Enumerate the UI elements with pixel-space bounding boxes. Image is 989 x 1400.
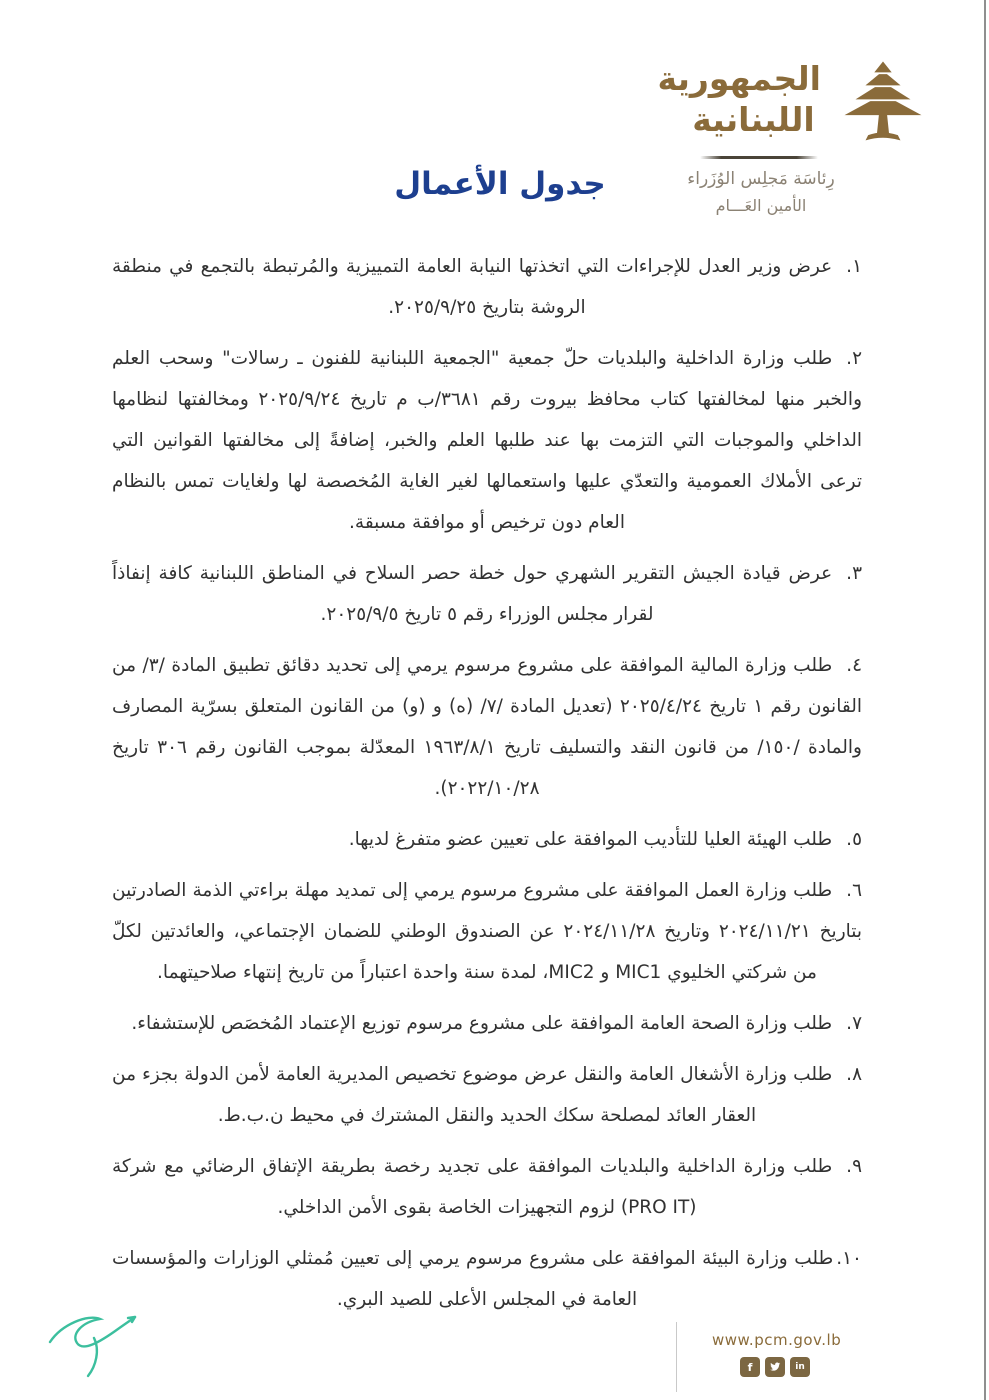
footer-divider [676,1322,677,1392]
item-number: ١٠. [836,1248,862,1269]
twitter-bird-glyph [769,1361,781,1373]
org-name: رِئاسَة مَجلِس الوُزَراء [687,169,835,189]
twitter-icon[interactable] [765,1357,785,1377]
item-text: طلب وزارة البيئة الموافقة على مشروع مرسوم يرمي إلى تعيين مُمثلي الوزارات والمؤسسات العامة في المجلس الأعلى للصيد البري. [112,1248,834,1310]
item-number: ٣. [846,563,862,584]
republic-line1: الجمهورية [657,59,821,98]
item-text: طلب وزارة الداخلية والبلديات الموافقة على تجديد رخصة بطريقة الإتفاق الرضائي مع شركة (PRO IT) لزوم التجهيزات الخاصة بقوى الأمن الداخلي. [112,1156,833,1218]
item-text: عرض قيادة الجيش التقرير الشهري حول خطة حصر السلاح في المناطق اللبنانية كافة إنفاذاً لقرار مجلس الوزراء رقم ٥ تاريخ ٢٠٢٥/٩/٥. [112,563,833,625]
linkedin-icon[interactable] [790,1357,810,1377]
item-number: ٤. [846,655,863,676]
republic-calligraphy [657,52,821,141]
cedar-tree-icon [835,52,931,152]
item-number: ٩. [846,1156,862,1177]
agenda-item [112,553,862,635]
item-text: طلب وزارة المالية الموافقة على مشروع مرسوم يرمي إلى تحديد دقائق تطبيق المادة /٣/ من القانون رقم ١ تاريخ ٢٠٢٥/٤/٢٤ (تعديل المادة /٧/ (ه) و (و) من القانون المتعلق بسرّية المصارف والمادة /١٥٠/ من قانون النقد والتسليف تاريخ ١٩٦٣/٨/١ المعدّلة بموجب القانون رقم ٣٠٦ تاريخ ٢٠٢٢/١٠/٢٨). [112,655,862,799]
item-text: عرض وزير العدل للإجراءات التي اتخذتها النيابة العامة التمييزية والمُرتبطة بالتجمع في منطقة الروشة بتاريخ ٢٠٢٥/٩/٢٥. [112,256,833,318]
linkedin-glyph: in [795,1362,805,1372]
facebook-glyph: f [747,1360,753,1374]
item-text: طلب وزارة العمل الموافقة على مشروع مرسوم يرمي إلى تمديد مهلة براءتي الذمة الصادرتين بتاريخ ٢٠٢٤/١١/٢١ وتاريخ ٢٠٢٤/١١/٢٨ عن الصندوق الوطني للضمان الإجتماعي، والعائدتين لكلّ من شركتي الخليوي MIC1 و MIC2، لمدة سنة واحدة اعتباراً من تاريخ إنتهاء صلاحيتهما. [112,880,863,983]
item-number: ٧. [846,1013,862,1034]
agenda-item [112,819,862,860]
item-text: طلب وزارة الصحة العامة الموافقة على مشروع مرسوم توزيع الإعتماد المُخصَص للإستشفاء. [131,1013,833,1034]
agenda-item [112,246,862,328]
item-text: طلب الهيئة العليا للتأديب الموافقة على تعيين عضو متفرغ لديها. [348,829,833,850]
item-text: طلب وزارة الداخلية والبلديات حلّ جمعية "الجمعية اللبنانية للفنون ـ رسالات" وسحب العلم والخبر منها لمخالفتها كتاب محافظ بيروت رقم ٣٦٨١/ب م تاريخ ٢٠٢٥/٩/٢٤ ومخالفتها لنظامها الداخلي والموجبات التي التزمت بها عند طلبها العلم والخبر، إضافةً إلى مخالفتها القوانين التي ترعى الأملاك العمومية والتعدّي عليها واستعمالها لغير الغاية المُخصصة لها ولغايات تمس بالنظام العام دون ترخيص أو موافقة مسبقة. [112,348,863,533]
org-role: الأمين العَـــام [715,196,807,215]
brand-divider [700,156,818,159]
item-text: طلب وزارة الأشغال العامة والنقل عرض موضوع تخصيص المديرية العامة لأمن الدولة بجزء من العقار العائد لمصلحة سكك الحديد والنقل المشترك في محيط ن.ب.ط. [112,1064,833,1126]
signature-mark [44,1300,144,1378]
social-links [740,1357,810,1377]
agenda-item [112,1238,862,1320]
item-number: ١. [846,256,862,277]
agenda-item [112,870,862,993]
agenda-item [112,1003,862,1044]
agenda-list [112,246,862,1330]
facebook-icon[interactable] [740,1357,760,1377]
website-url: www.pcm.gov.lb [712,1331,842,1349]
agenda-item [112,645,862,809]
agenda-item [112,1146,862,1228]
item-number: ٢. [846,348,862,369]
republic-line2: اللبنانية [692,100,815,140]
scan-edge-line [984,0,986,1400]
agenda-item [112,1054,862,1136]
item-number: ٦. [846,880,862,901]
page-title: جدول الأعمال [394,166,606,202]
agenda-item [112,338,862,543]
item-number: ٨. [846,1064,862,1085]
item-number: ٥. [846,829,862,850]
